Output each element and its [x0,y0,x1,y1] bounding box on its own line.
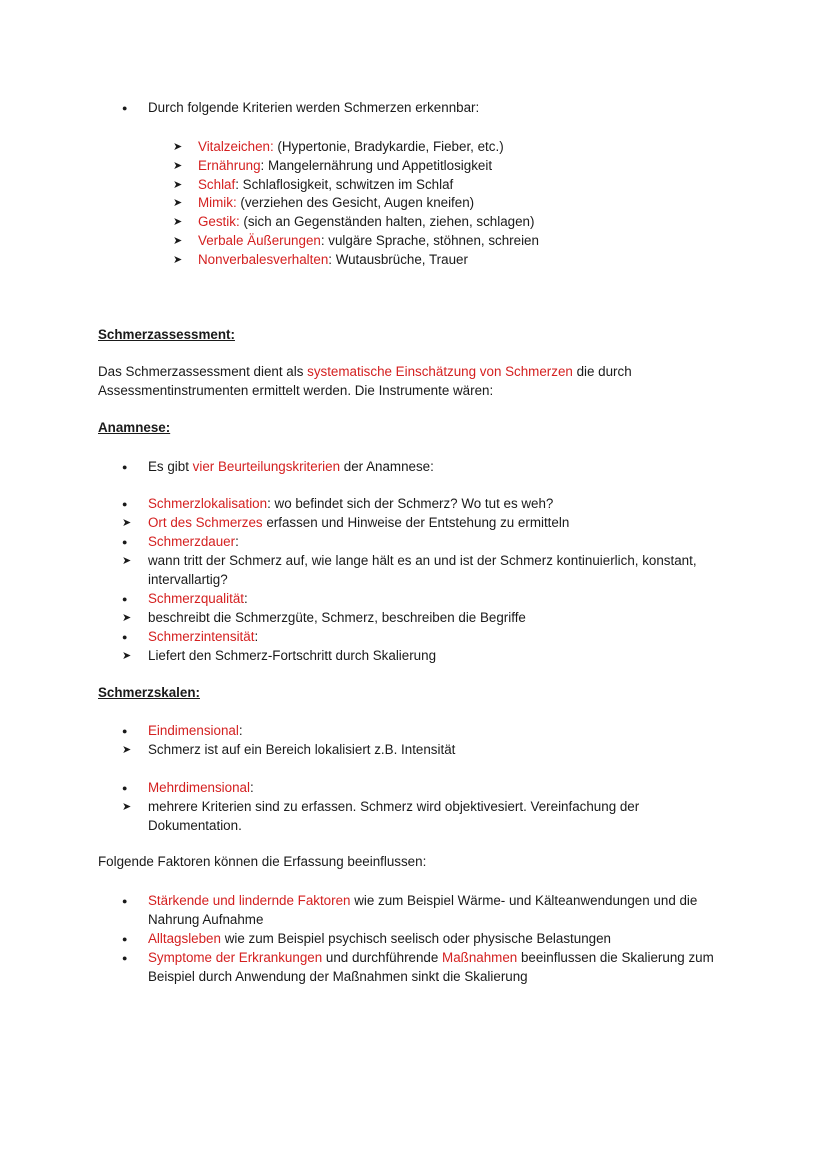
anamnese-intro: Es gibt vier Beurteilungskriterien der Anamnese: [148,459,434,474]
assessment-heading: Schmerzassessment: [98,327,235,342]
skalen-mehrdimensional-text: mehrere Kriterien sind zu erfassen. Schmerz wird objektivesiert. Vereinfachung der Dokumentation. [148,799,640,833]
criteria-item: Ernährung: Mangelernährung und Appetitlosigkeit [198,158,493,173]
arrow-bullet-icon: ➤ [173,216,183,228]
anamnese-item: Schmerzintensität: [148,629,259,644]
faktor-item: Stärkende und lindernde Faktoren wie zum Beispiel Wärme- und Kälteanwendungen und die Nahrung Aufnahme [148,893,698,927]
criteria-item: Mimik: (verziehen des Gesicht, Augen kneifen) [198,195,475,210]
arrow-bullet-icon: ➤ [173,141,183,153]
criteria-item: Verbale Äußerungen: vulgäre Sprache, stöhnen, schreien [198,233,539,248]
arrow-bullet-icon: ➤ [122,744,132,756]
faktoren-intro: Folgende Faktoren können die Erfassung beeinflussen: [98,854,427,869]
arrow-bullet-icon: ➤ [122,555,132,567]
anamnese-heading: Anamnese: [98,420,171,435]
arrow-bullet-icon: ➤ [122,612,132,624]
anamnese-item: Schmerzqualität: [148,591,248,606]
arrow-bullet-icon: ➤ [173,160,183,172]
anamnese-item: Schmerzdauer: [148,534,239,549]
skalen-eindimensional-text: Schmerz ist auf ein Bereich lokalisiert z.B. Intensität [148,742,456,757]
arrow-bullet-icon: ➤ [173,179,183,191]
anamnese-item: wann tritt der Schmerz auf, wie lange hält es an und ist der Schmerz kontinuierlich, konstant, intervallartig? [148,553,697,587]
criteria-item: Vitalzeichen: (Hypertonie, Bradykardie, Fieber, etc.) [198,139,504,154]
arrow-bullet-icon: ➤ [122,517,132,529]
faktor-item: Symptome der Erkrankungen und durchführende Maßnahmen beeinflussen die Skalierung zum Beispiel durch Anwendung der Maßnahmen sinkt die Skalierung [148,950,714,984]
criteria-item: Gestik: (sich an Gegenständen halten, ziehen, schlagen) [198,214,535,229]
arrow-bullet-icon: ➤ [173,254,183,266]
skalen-mehrdimensional: Mehrdimensional: [148,780,254,795]
skalen-heading: Schmerzskalen: [98,685,200,700]
arrow-bullet-icon: ➤ [122,650,132,662]
criteria-item: Schlaf: Schlaflosigkeit, schwitzen im Schlaf [198,177,454,192]
assessment-paragraph: Das Schmerzassessment dient als systematische Einschätzung von Schmerzen die durch Assessmentinstrumenten ermittelt werden. Die Instrumente wären: [98,364,632,398]
arrow-bullet-icon: ➤ [173,197,183,209]
anamnese-item: Schmerzlokalisation: wo befindet sich der Schmerz? Wo tut es weh? [148,496,554,511]
arrow-bullet-icon: ➤ [122,801,132,813]
intro-bullet-text: Durch folgende Kriterien werden Schmerzen erkennbar: [148,100,480,115]
arrow-bullet-icon: ➤ [173,235,183,247]
anamnese-item: Liefert den Schmerz-Fortschritt durch Skalierung [148,648,437,663]
faktor-item: Alltagsleben wie zum Beispiel psychisch seelisch oder physische Belastungen [148,931,611,946]
anamnese-item: Ort des Schmerzes erfassen und Hinweise der Entstehung zu ermitteln [148,515,570,530]
criteria-item: Nonverbalesverhalten: Wutausbrüche, Trauer [198,252,468,267]
skalen-eindimensional: Eindimensional: [148,723,243,738]
anamnese-item: beschreibt die Schmerzgüte, Schmerz, beschreiben die Begriffe [148,610,526,625]
